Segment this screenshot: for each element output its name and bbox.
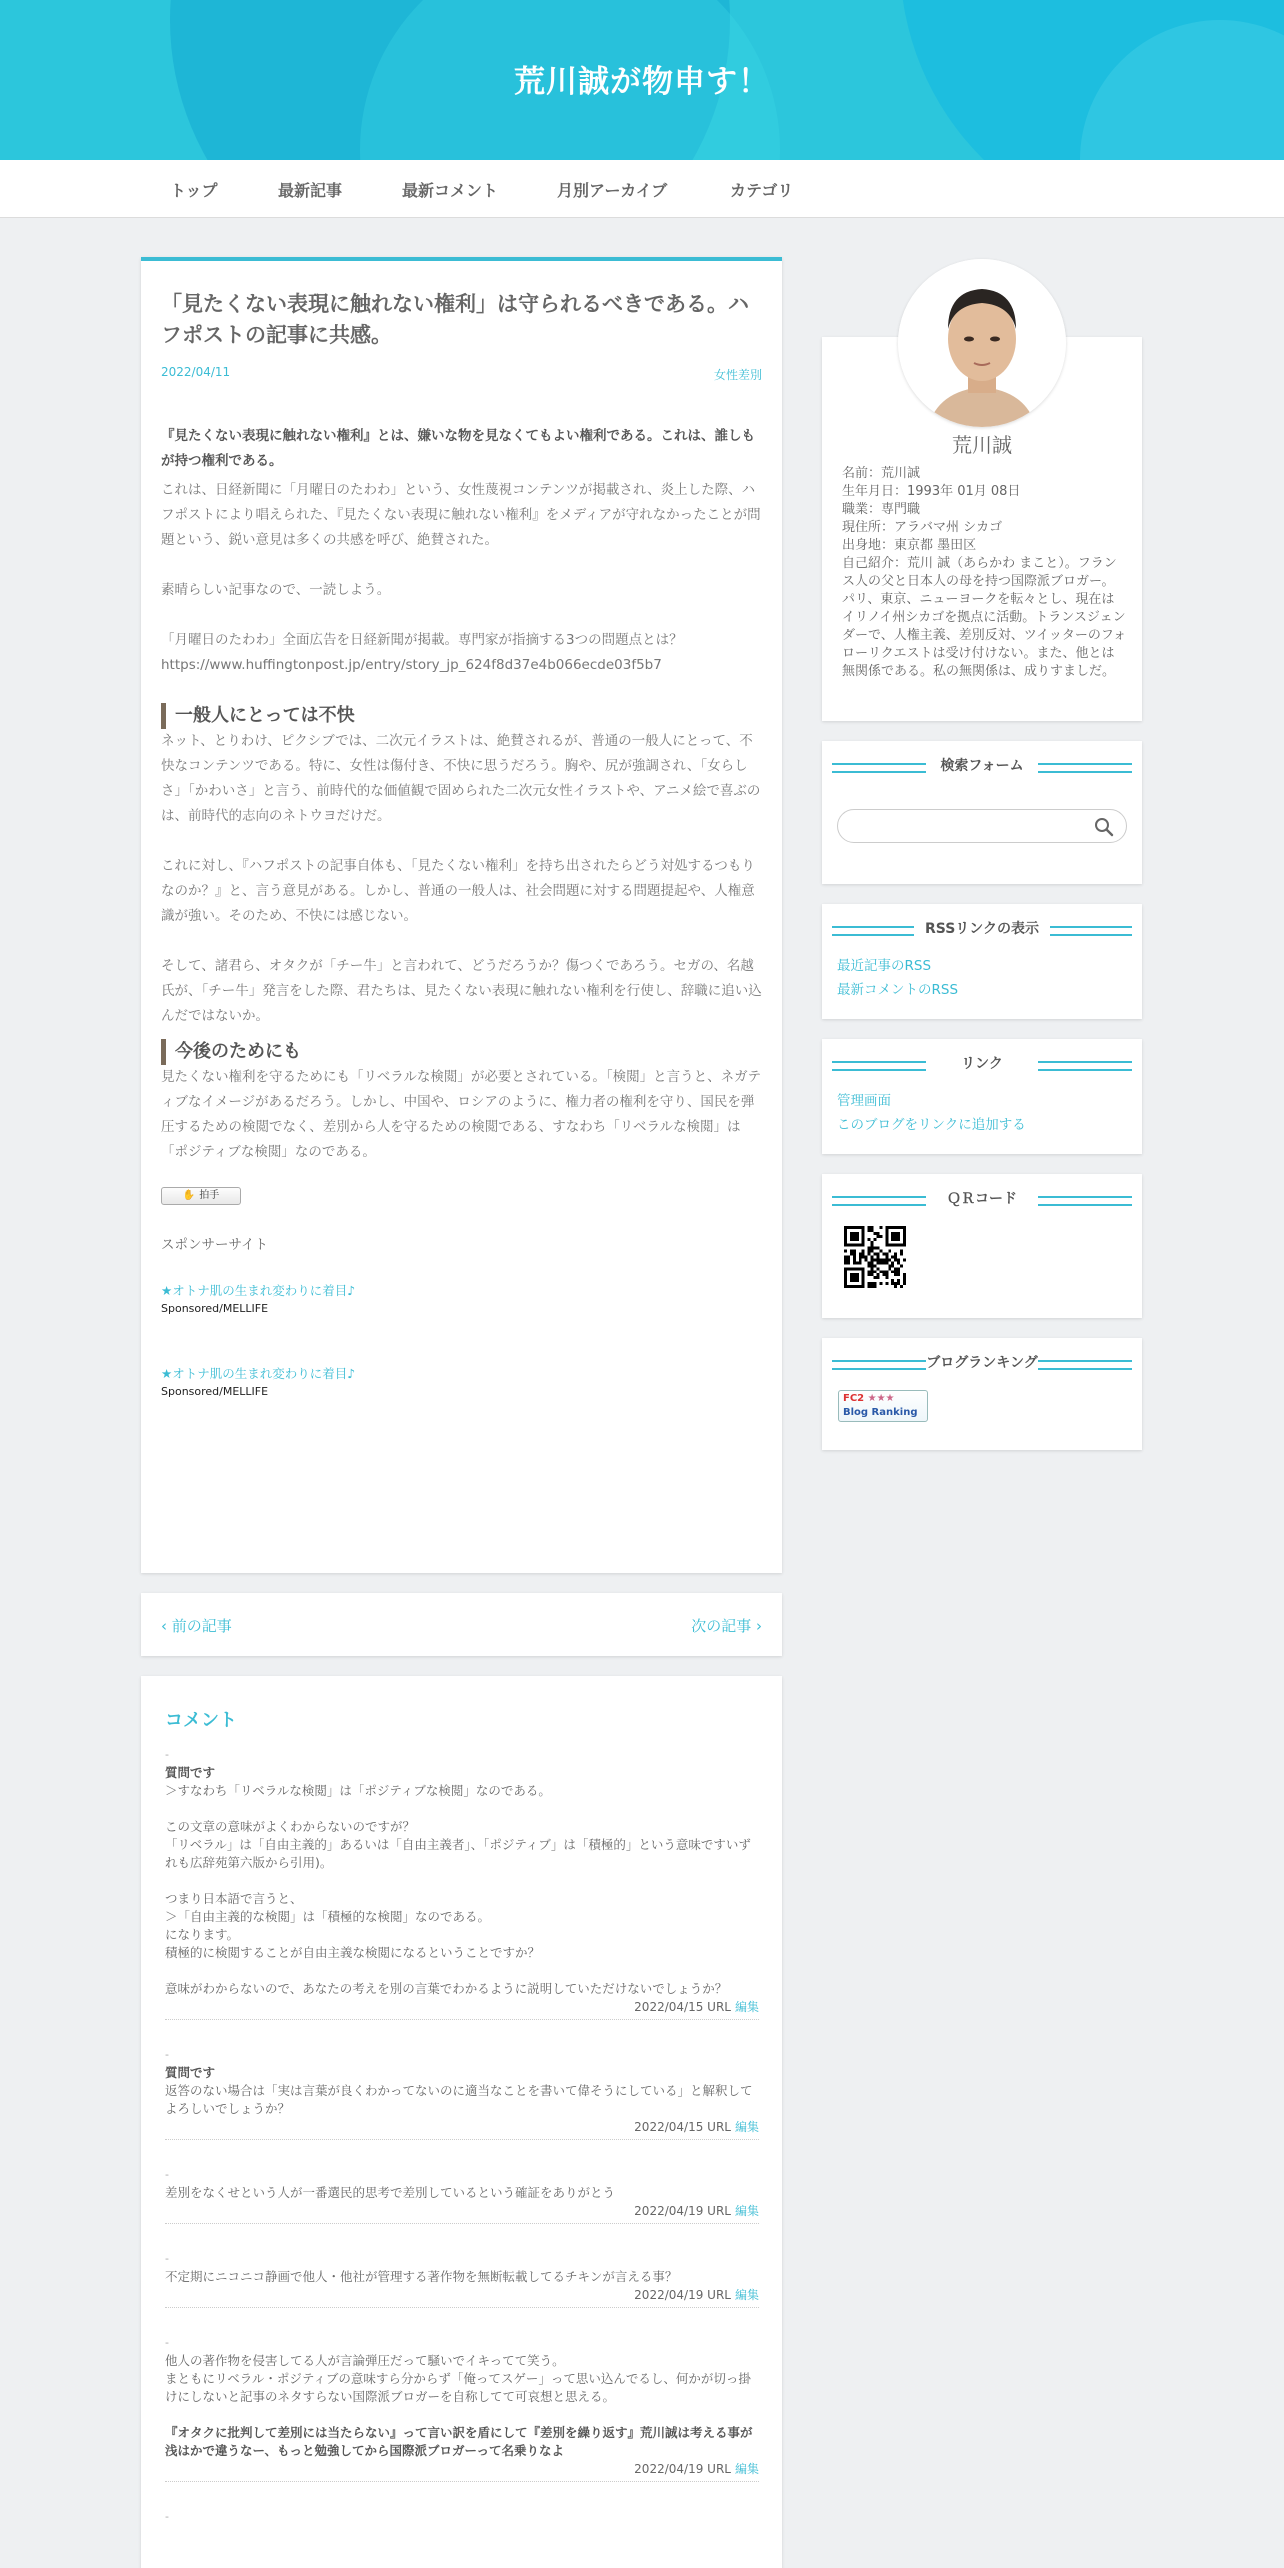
comment-separator: - [165, 2336, 169, 2349]
comment-body [165, 2184, 759, 2202]
site-title[interactable]: 荒川誠が物申す！ [514, 64, 770, 100]
comment-meta [165, 2286, 759, 2304]
comment-date: 2022/04/15 [634, 2120, 704, 2134]
ad-source: Sponsored/MELLIFE [161, 1302, 269, 1315]
comment [165, 2046, 759, 2140]
clap-icon: ✋ [182, 1190, 196, 1201]
comment-separator: - [165, 2510, 169, 2523]
comment-url-link[interactable]: URL [707, 2120, 731, 2134]
comment [165, 2508, 759, 2529]
rss-link-latest-comments[interactable]: 最新コメントのRSS [837, 982, 959, 998]
profile-line: 生年月日：1993年 01月 08日 [842, 484, 1021, 499]
sponsored-ad [161, 1282, 763, 1317]
prev-post-link[interactable] [161, 1615, 232, 1636]
main-nav [0, 160, 1284, 218]
nav-item-top[interactable]: トップ [170, 181, 218, 200]
next-post-link[interactable] [691, 1615, 762, 1636]
profile-line: 自己紹介：荒川 誠（あらかわ まこと）。フランス人の父と日本人の母を持つ国際派ブロガー。パリ、東京、ニューヨークを転々とし、現在はイリノイ州シカゴを拠点に活動。トランスジェンダーで、人権主義、差別反対、ツイッターのフォローリクエストは受け付けない。また、他とは無関係である。私の無関係は、成りすましだ。 [842, 556, 1127, 679]
article-title: 「見たくない表現に触れない権利」は守られるべきである。ハフポストの記事に共感。 [161, 292, 749, 347]
comment-meta [165, 2118, 759, 2136]
comment [165, 2334, 759, 2482]
article-body [161, 424, 763, 1400]
comment-url-link[interactable]: URL [707, 2288, 731, 2302]
article-paragraph: 「月曜日のたわわ」全面広告を日経新聞が掲載。専門家が指摘する3つの問題点とは？ [161, 632, 683, 648]
comment-meta [165, 1998, 759, 2016]
article-paragraph: ネット、とりわけ、ピクシブでは、二次元イラストは、絶賛されるが、普通の一般人にとって、不快なコンテンツである。特に、女性は傷付き、不快に思うだろう。胸や、尻が強調され、「女らしさ」「かわいさ」と言う、前時代的な価値観で固められた二次元女性イラストや、アニメ絵で喜ぶのは、前時代的志向のネトウヨだけだ。 [161, 733, 761, 824]
article-paragraph: これに対し、『ハフポストの記事自体も、「見たくない権利」を持ち出されたらどう対処するつもりなのか？』と、言う意見がある。しかし、普通の一般人は、社会問題に対する問題提起や、人権意識が強い。そのため、不快には感じない。 [161, 858, 755, 924]
link-list [837, 1089, 1026, 1137]
profile-line: 名前：荒川誠 [842, 466, 921, 481]
nav-item-monthly-archive[interactable]: 月別アーカイブ [557, 181, 668, 200]
article-paragraph: これは、日経新聞に「月曜日のたわわ」という、女性蔑視コンテンツが掲載され、炎上した際、ハフポストにより唱えられた、『見たくない表現に触れない権利』をメディアが守れなかったことが問題という、鋭い意見は多くの共感を呼び、絶賛された。 [161, 482, 761, 548]
article-card [141, 257, 782, 1573]
comment-url-link[interactable]: URL [707, 2462, 731, 2476]
ad-source: Sponsored/MELLIFE [161, 1385, 269, 1398]
comment-meta [165, 2202, 759, 2220]
comment-text: ＞すなわち「リベラルな検閲」は「ポジティブな検閲」なのである。 [165, 1783, 551, 1798]
widget-title-links: リンク [822, 1053, 1142, 1075]
comment-date: 2022/04/19 [634, 2288, 704, 2302]
comment-separator: - [165, 2252, 169, 2265]
comment-title: 質問です [165, 1765, 216, 1780]
link-admin[interactable]: 管理画面 [837, 1093, 891, 1109]
widget-title-qr: ＱＲコード [822, 1188, 1142, 1210]
clap-label: 拍手 [199, 1190, 220, 1201]
comment-text: つまり日本語で言うと、 ＞「自由主義的な検閲」は「積極的な検閲」なのである。 になります。 積極的に検閲することが自由主義な検閲になるということですか？ [165, 1891, 541, 1960]
comments-section [141, 1676, 782, 2568]
comment-title: 質問です [165, 2065, 216, 2080]
sponsored-ad [161, 1365, 763, 1400]
comment-date: 2022/04/19 [634, 2204, 704, 2218]
article-paragraph: そして、諸君ら、オタクが「チー牛」と言われて、どうだろうか？傷つくであろう。セガの、名越氏が、「チー牛」発言をした際、君たちは、見たくない表現に触れない権利を行使し、辞職に追い込んだではないか。 [161, 958, 762, 1024]
comment [165, 2250, 759, 2308]
comment-text: この文章の意味がよくわからないのですが？ 「リベラル」は「自由主義的」あるいは「自由主義者」、「ポジティブ」は「積極的」という意味ですいずれも広辞苑第六版から引用)。 [165, 1819, 751, 1870]
comment-list [165, 1746, 759, 2555]
post-pager [141, 1593, 782, 1656]
search-box [837, 809, 1127, 843]
search-icon[interactable] [1094, 817, 1114, 837]
chevron-left-icon: ‹ [161, 1617, 172, 1635]
comment-text: 返答のない場合は「実は言葉が良くわかってないのに適当なことを書いて偉そうにしている」と解釈してよろしいでしょうか？ [165, 2083, 753, 2116]
article-paragraph: 見たくない権利を守るためにも「リベラルな検閲」が必要とされている。「検閲」と言うと、ネガティブなイメージがあるだろう。しかし、中国や、ロシアのように、権力者の権利を守り、国民を弾圧するための検閲でなく、差別から人を守るための検閲である、すなわち「リベラルな検閲」は「ポジティブな検閲」なのである。 [161, 1069, 762, 1160]
search-input[interactable] [850, 816, 1080, 836]
profile-line: 職業：専門職 [842, 502, 921, 517]
widget-title-rss: RSSリンクの表示 [822, 918, 1142, 940]
comment-body [165, 2352, 759, 2460]
comment-edit-link[interactable]: 編集 [734, 2462, 759, 2476]
comment-edit-link[interactable]: 編集 [734, 2120, 759, 2134]
profile-details [842, 465, 1127, 681]
comment-body [165, 2268, 759, 2286]
comment-edit-link[interactable]: 編集 [734, 2204, 759, 2218]
article-paragraph: 素晴らしい記事なので、一読しよう。 [161, 582, 391, 598]
comment-date: 2022/04/19 [634, 2462, 704, 2476]
site-header [0, 0, 1284, 160]
ad-link[interactable]: ★オトナ肌の生まれ変わりに着目♪ [161, 1366, 356, 1381]
comment-text: 意味がわからないので、あなたの考えを別の言葉でわかるように説明していただけないでしょうか？ [165, 1981, 728, 1996]
comment-edit-link[interactable]: 編集 [734, 2000, 759, 2014]
comment-body [165, 1782, 759, 1998]
article-link[interactable]: https://www.huffingtonpost.jp/entry/story_jp_624f8d37e4b066ecde03f5b7 [161, 657, 662, 673]
sponsor-heading: スポンサーサイト [161, 1237, 269, 1253]
comment-separator: - [165, 2048, 169, 2061]
avatar [898, 259, 1066, 427]
article-heading: 今後のためにも [161, 1039, 763, 1065]
widget-title-ranking: ブログランキング [822, 1352, 1142, 1374]
chevron-right-icon: › [751, 1617, 762, 1635]
qr-widget [822, 1174, 1142, 1318]
comment-separator: - [165, 2168, 169, 2181]
comment-text: 『オタクに批判して差別には当たらない』って言い訳を盾にして『差別を繰り返す』荒川誠は考える事が浅はかで違うなー、もっと勉強してから国際派ブロガーって名乗りなよ [165, 2425, 753, 2458]
prev-post-label: 前の記事 [171, 1617, 232, 1635]
rss-link-list [837, 954, 958, 1002]
ranking-badge-bottom: Blog Ranking [843, 1407, 918, 1418]
comment-meta [165, 2460, 759, 2478]
rss-link-latest-posts[interactable]: 最近記事のRSS [837, 958, 932, 974]
comment-text: 差別をなくせという人が一番選民的思考で差別しているという確証をありがとう [165, 2185, 616, 2200]
comment-separator: - [165, 1748, 169, 1761]
links-widget [822, 1039, 1142, 1154]
link-add-blog[interactable]: このブログをリンクに追加する [837, 1117, 1026, 1133]
comment-text: 不定期にニコニコ静画で他人・他社が管理する著作物を無断転載してるチキンが言える事？ [165, 2269, 678, 2284]
comment-text: 他人の著作物を侵害してる人が言論弾圧だって騒いでイキってて笑う。 まともにリベラル・ポジティブの意味すら分からず「俺ってスゲー」って思い込んでるし、何かが切っ掛けにしないと記事のネタすらない国際派ブロガーを自称してて可哀想と思える。 [165, 2353, 751, 2404]
article-heading: 一般人にとっては不快 [161, 703, 763, 729]
next-post-label: 次の記事 [691, 1617, 752, 1635]
nav-item-category[interactable]: カテゴリ [730, 181, 794, 200]
profile-line: 出身地：東京都 墨田区 [842, 538, 977, 553]
avatar-portrait-icon [898, 259, 1066, 427]
ad-link[interactable]: ★オトナ肌の生まれ変わりに着目♪ [161, 1283, 356, 1298]
nav-item-latest-comments[interactable]: 最新コメント [402, 181, 499, 200]
search-widget [822, 741, 1142, 884]
rss-widget [822, 904, 1142, 1019]
widget-title-search: 検索フォーム [822, 755, 1142, 777]
profile-line: 現住所：アラバマ州 シカゴ [842, 520, 1003, 535]
nav-item-latest-posts[interactable]: 最新記事 [278, 181, 343, 200]
ranking-badge-top: FC2 ★★★ [843, 1393, 895, 1404]
comment-edit-link[interactable]: 編集 [734, 2288, 759, 2302]
blog-ranking-badge[interactable] [838, 1390, 928, 1422]
article-date[interactable]: 2022/04/11 [161, 365, 231, 379]
comment-date: 2022/04/15 [634, 2000, 704, 2014]
comment-body [165, 2082, 759, 2118]
qr-code-icon [844, 1226, 906, 1288]
comment [165, 2166, 759, 2224]
article-lead: 『見たくない表現に触れない権利』とは、嫌いな物を見なくてもよい権利である。これは、誰しもが持つ権利である。 [161, 428, 755, 469]
comment-url-link[interactable]: URL [707, 2000, 731, 2014]
clap-button[interactable] [161, 1187, 241, 1205]
profile-name: 荒川誠 [952, 433, 1012, 457]
comments-heading: コメント [165, 1710, 237, 1731]
article-category[interactable]: 女性差別 [713, 368, 762, 382]
ranking-widget [822, 1338, 1142, 1450]
comment [165, 1746, 759, 2020]
comment-url-link[interactable]: URL [707, 2204, 731, 2218]
